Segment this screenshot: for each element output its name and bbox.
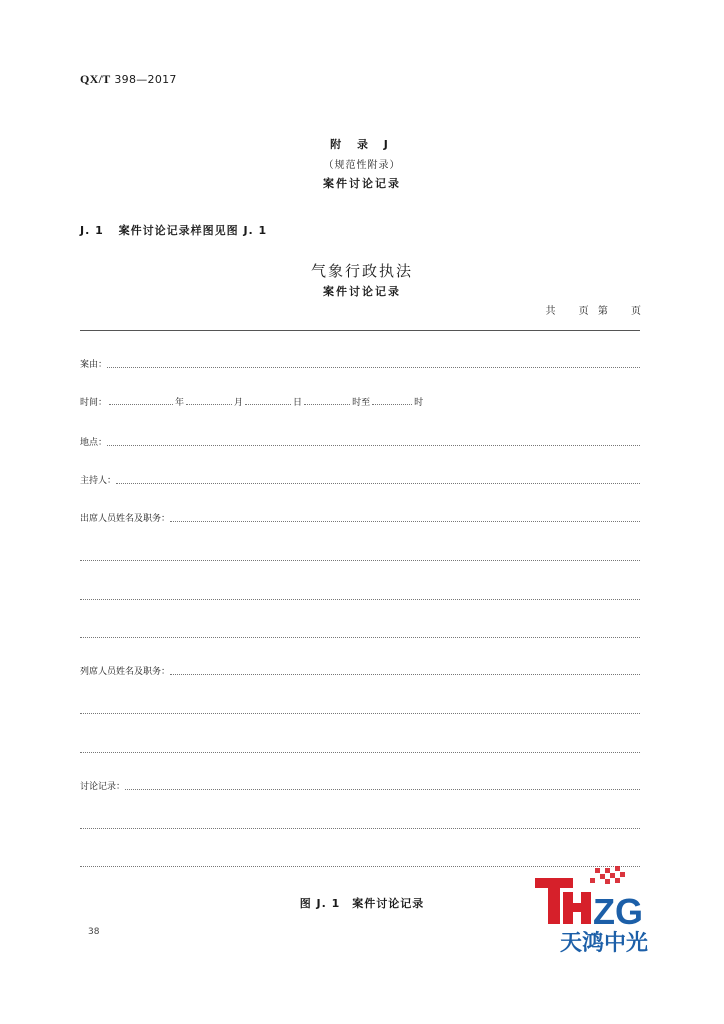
- field-time: [80, 395, 423, 408]
- pages-total-label: 共: [545, 306, 556, 317]
- field-host-line[interactable]: [116, 482, 640, 484]
- field-observers-line[interactable]: [170, 673, 640, 675]
- observers-extra-line[interactable]: [80, 752, 640, 753]
- pages-nth-label: 第: [597, 306, 608, 317]
- time-month-label: 月: [234, 398, 244, 408]
- hzg-logo: [533, 866, 675, 956]
- field-attendees: [80, 509, 640, 525]
- time-day-blank[interactable]: [245, 403, 291, 405]
- discussion-extra-line[interactable]: [80, 828, 640, 829]
- time-hour-to-blank[interactable]: [372, 403, 412, 405]
- field-attendees-label: 出席人员姓名及职务：: [80, 514, 171, 524]
- field-discussion-label: 讨论记录：: [80, 782, 126, 792]
- time-day-label: 日: [293, 398, 303, 408]
- time-hour-to-label: 时至: [352, 398, 371, 408]
- field-place: [80, 433, 640, 449]
- time-year-blank[interactable]: [109, 403, 173, 405]
- clause-j1: [80, 222, 267, 238]
- time-hour-from-blank[interactable]: [304, 403, 350, 405]
- time-year-label: 年: [175, 398, 185, 408]
- standard-number: 398—2017: [114, 73, 177, 86]
- attendees-extra-line[interactable]: [80, 599, 640, 600]
- field-discussion-line[interactable]: [125, 788, 640, 790]
- field-discussion: [80, 777, 640, 793]
- field-host: [80, 471, 640, 487]
- appendix-title: 附 录 J: [330, 138, 394, 151]
- standard-code: [80, 72, 177, 87]
- logo-text: 天鸿中光: [559, 931, 649, 956]
- logo-letters: ZG: [593, 891, 643, 932]
- form-title: 气象行政执法: [310, 262, 413, 280]
- field-attendees-line[interactable]: [170, 520, 640, 522]
- appendix-name: 案件讨论记录: [323, 177, 401, 190]
- figure-caption: 图 J. 1 案件讨论记录: [299, 897, 425, 910]
- standard-prefix: QX/T: [80, 72, 111, 86]
- attendees-extra-line[interactable]: [80, 637, 640, 638]
- appendix-subtitle: （规范性附录）: [323, 160, 401, 171]
- time-hour-label: 时: [414, 398, 424, 408]
- clause-text: 案件讨论记录样图见图 J. 1: [118, 224, 268, 237]
- attendees-extra-line[interactable]: [80, 560, 640, 561]
- field-observers: [80, 662, 640, 678]
- clause-number: J. 1: [80, 224, 104, 237]
- pages-unit2-label: 页: [631, 306, 641, 317]
- time-month-blank[interactable]: [186, 403, 232, 405]
- field-case: [80, 355, 640, 371]
- pages-unit-label: 页: [578, 306, 589, 317]
- page-number: 38: [88, 927, 100, 937]
- field-place-line[interactable]: [107, 444, 640, 446]
- field-case-label: 案由：: [80, 360, 108, 370]
- field-observers-label: 列席人员姓名及职务：: [80, 667, 171, 677]
- field-host-label: 主持人：: [80, 476, 117, 486]
- field-case-line[interactable]: [107, 366, 640, 368]
- page-count-line: [545, 302, 641, 317]
- field-time-label: 时间：: [80, 398, 108, 408]
- observers-extra-line[interactable]: [80, 713, 640, 714]
- form-top-rule: [80, 330, 640, 331]
- field-place-label: 地点：: [80, 438, 108, 448]
- form-subtitle: 案件讨论记录: [323, 285, 401, 298]
